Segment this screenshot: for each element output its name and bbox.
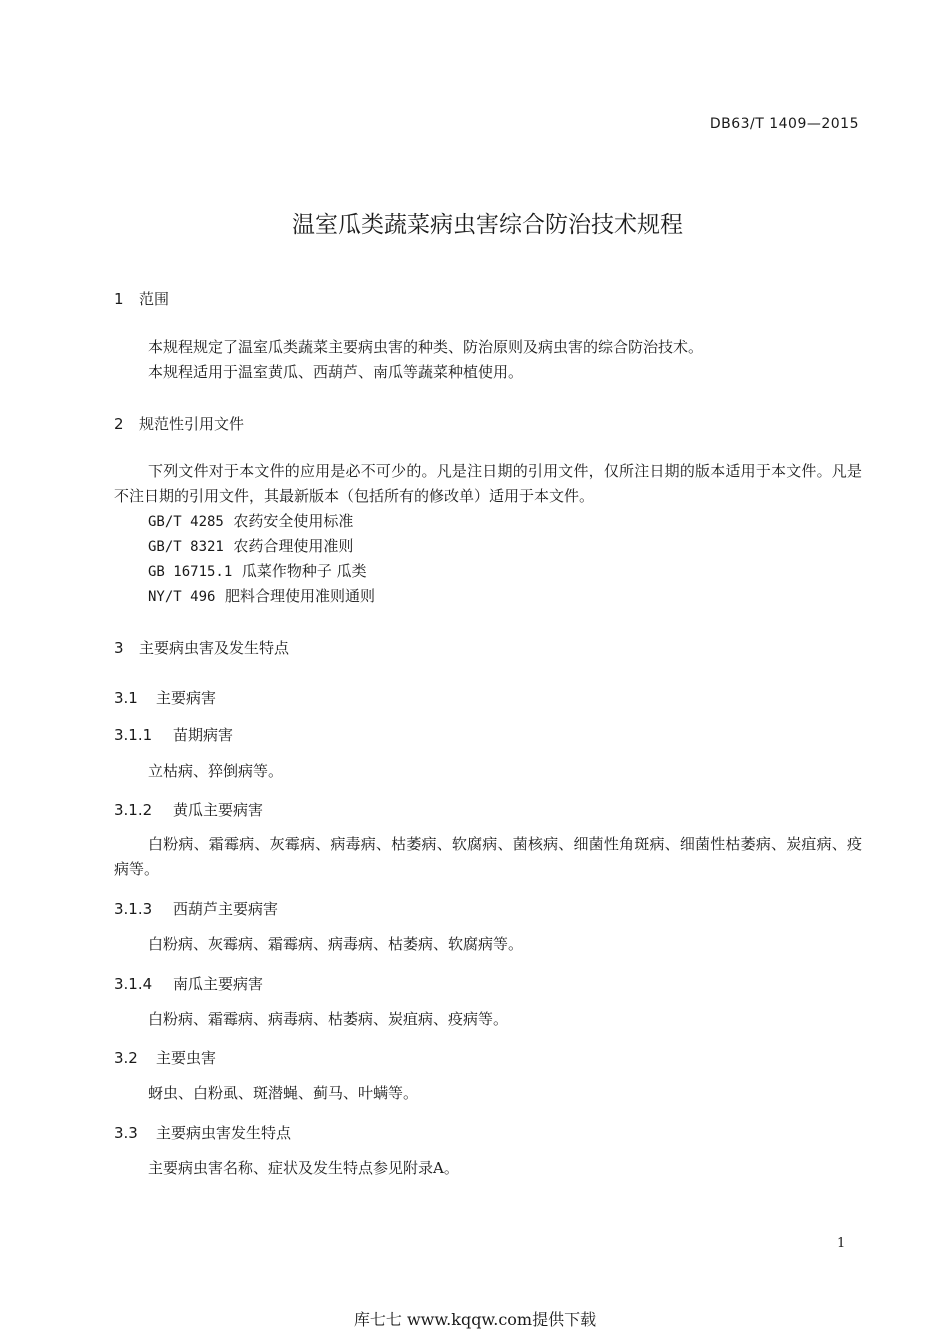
section-title: 南瓜主要病害: [173, 975, 264, 993]
section-title: 主要虫害: [156, 1049, 217, 1067]
section-title: 苗期病害: [173, 726, 234, 744]
reference-name: 农药合理使用准则: [233, 537, 354, 555]
paragraph: 蚜虫、白粉虱、斑潜蝇、蓟马、叶螨等。: [148, 1084, 419, 1102]
standard-code: DB63/T 1409—2015: [709, 116, 859, 132]
section-3-heading: [114, 637, 289, 658]
paragraph: 本规程适用于温室黄瓜、西葫芦、南瓜等蔬菜种植使用。: [148, 363, 524, 381]
section-title: 主要病害: [156, 689, 217, 707]
subsection-3-1-1-heading: [114, 724, 233, 745]
section-number: 3.1.2: [114, 801, 153, 819]
reference-item: [148, 559, 367, 585]
paragraph: 本规程规定了温室瓜类蔬菜主要病虫害的种类、防治原则及病虫害的综合防治技术。: [148, 338, 704, 356]
reference-code: NY/T 496: [148, 589, 216, 605]
subsection-3-1-3-heading: [114, 898, 278, 919]
section-number: 3.1.3: [114, 900, 153, 918]
section-title: 西葫芦主要病害: [173, 900, 279, 918]
subsection-3-1-heading: [114, 687, 216, 708]
section-2-heading: [114, 413, 244, 434]
section-title: 范围: [139, 290, 170, 308]
reference-code: GB 16715.1: [148, 564, 233, 580]
subsection-3-1-2-heading: [114, 799, 263, 820]
section-number: 1: [114, 290, 124, 308]
reference-name: 农药安全使用标准: [233, 512, 354, 530]
paragraph: 立枯病、猝倒病等。: [148, 762, 284, 780]
paragraph: 白粉病、霜霉病、病毒病、枯萎病、炭疽病、疫病等。: [148, 1010, 509, 1028]
paragraph: 白粉病、灰霉病、霜霉病、病毒病、枯萎病、软腐病等。: [148, 935, 524, 953]
section-number: 3.3: [114, 1124, 138, 1142]
section-1-heading: [114, 288, 169, 309]
reference-item: [148, 509, 353, 535]
section-number: 3: [114, 639, 124, 657]
paragraph: 白粉病、霜霉病、灰霉病、病毒病、枯萎病、软腐病、菌核病、细菌性角斑病、细菌性枯萎病、炭疽病、疫病等。: [114, 835, 862, 878]
reference-code: GB/T 8321: [148, 539, 224, 555]
section-number: 3.1.4: [114, 975, 153, 993]
section-title: 主要病虫害发生特点: [156, 1124, 292, 1142]
footer-text: 库七七 www.kqqw.com提供下载: [353, 1310, 597, 1329]
reference-item: [148, 534, 353, 560]
paragraph: 主要病虫害名称、症状及发生特点参见附录A。: [148, 1159, 459, 1177]
section-number: 3.1: [114, 689, 138, 707]
page-number: 1: [837, 1236, 846, 1251]
subsection-3-2-heading: [114, 1047, 216, 1068]
section-number: 3.2: [114, 1049, 138, 1067]
section-title: 规范性引用文件: [139, 415, 245, 433]
reference-code: GB/T 4285: [148, 514, 224, 530]
paragraph: 下列文件对于本文件的应用是必不可少的。凡是注日期的引用文件，仅所注日期的版本适用于本文件。凡是不注日期的引用文件，其最新版本（包括所有的修改单）适用于本文件。: [114, 462, 862, 505]
section-number: 3.1.1: [114, 726, 153, 744]
reference-name: 肥料合理使用准则通则: [224, 587, 375, 605]
section-title: 主要病虫害及发生特点: [139, 639, 290, 657]
section-title: 黄瓜主要病害: [173, 801, 264, 819]
document-title: 温室瓜类蔬菜病虫害综合防治技术规程: [292, 212, 683, 238]
subsection-3-3-heading: [114, 1122, 291, 1143]
section-number: 2: [114, 415, 124, 433]
reference-name: 瓜菜作物种子 瓜类: [241, 562, 367, 580]
reference-item: [148, 584, 375, 610]
subsection-3-1-4-heading: [114, 973, 263, 994]
